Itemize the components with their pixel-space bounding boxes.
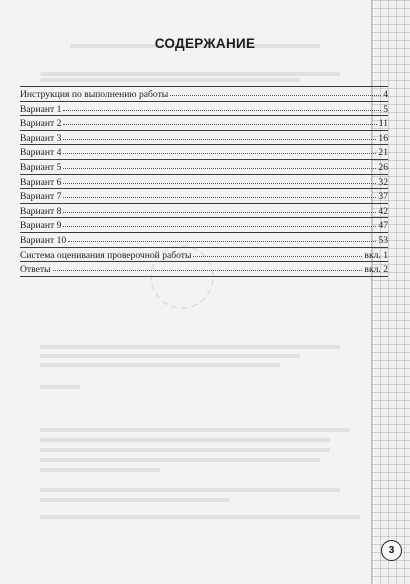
toc-entry[interactable] (20, 131, 388, 146)
toc-entry[interactable] (20, 262, 388, 277)
dot-leader (63, 217, 376, 227)
toc-entry-page: 21 (378, 147, 388, 159)
toc-entry-page: 37 (378, 191, 388, 203)
toc-entry-page: вкл. 2 (364, 264, 388, 276)
toc-entry-page: 5 (383, 103, 388, 115)
toc-entry[interactable] (20, 233, 388, 248)
dot-leader (68, 232, 376, 242)
toc-entry[interactable] (20, 87, 388, 102)
toc-entry-label: Вариант 8 (20, 205, 62, 217)
toc-entry-label: Вариант 9 (20, 220, 62, 232)
dot-leader (63, 115, 376, 125)
dot-leader (63, 174, 376, 184)
table-of-contents (20, 86, 388, 277)
dot-leader (193, 247, 362, 257)
toc-entry-label: Вариант 6 (20, 176, 62, 188)
toc-entry-page: 47 (378, 220, 388, 232)
toc-entry-page: вкл. 1 (364, 249, 388, 261)
toc-entry[interactable] (20, 218, 388, 233)
toc-entry[interactable] (20, 248, 388, 263)
toc-entry[interactable] (20, 145, 388, 160)
toc-entry-label: Вариант 7 (20, 191, 62, 203)
toc-entry-label: Вариант 3 (20, 132, 62, 144)
toc-entry-page: 26 (378, 161, 388, 173)
dot-leader (63, 159, 376, 169)
toc-entry-page: 16 (378, 132, 388, 144)
toc-entry[interactable] (20, 102, 388, 117)
dot-leader (63, 101, 381, 111)
dot-leader (63, 203, 376, 213)
toc-entry[interactable] (20, 116, 388, 131)
toc-entry-label: Вариант 5 (20, 161, 62, 173)
dot-leader (63, 188, 376, 198)
toc-entry[interactable] (20, 189, 388, 204)
page-title: СОДЕРЖАНИЕ (154, 36, 256, 51)
toc-entry-page: 32 (378, 176, 388, 188)
toc-entry-label: Инструкция по выполнению работы (20, 89, 169, 100)
toc-entry-label: Вариант 1 (20, 103, 62, 115)
toc-entry-label: Вариант 4 (20, 147, 62, 159)
dot-leader (170, 86, 381, 96)
dot-leader (63, 144, 376, 154)
toc-entry-label: Вариант 10 (20, 234, 67, 246)
toc-entry-label: Система оценивания проверочной работы (20, 249, 192, 261)
toc-entry[interactable] (20, 175, 388, 190)
toc-entry[interactable] (20, 204, 388, 219)
toc-entry-label: Ответы (20, 264, 51, 276)
toc-entry-label: Вариант 2 (20, 118, 62, 130)
dot-leader (53, 261, 363, 271)
dot-leader (63, 130, 376, 140)
toc-entry-page: 53 (378, 234, 388, 246)
toc-entry-page: 11 (378, 118, 388, 130)
toc-entry[interactable] (20, 160, 388, 175)
page-number: 3 (381, 540, 402, 561)
toc-entry-page: 42 (378, 205, 388, 217)
toc-entry-page: 4 (383, 89, 388, 100)
